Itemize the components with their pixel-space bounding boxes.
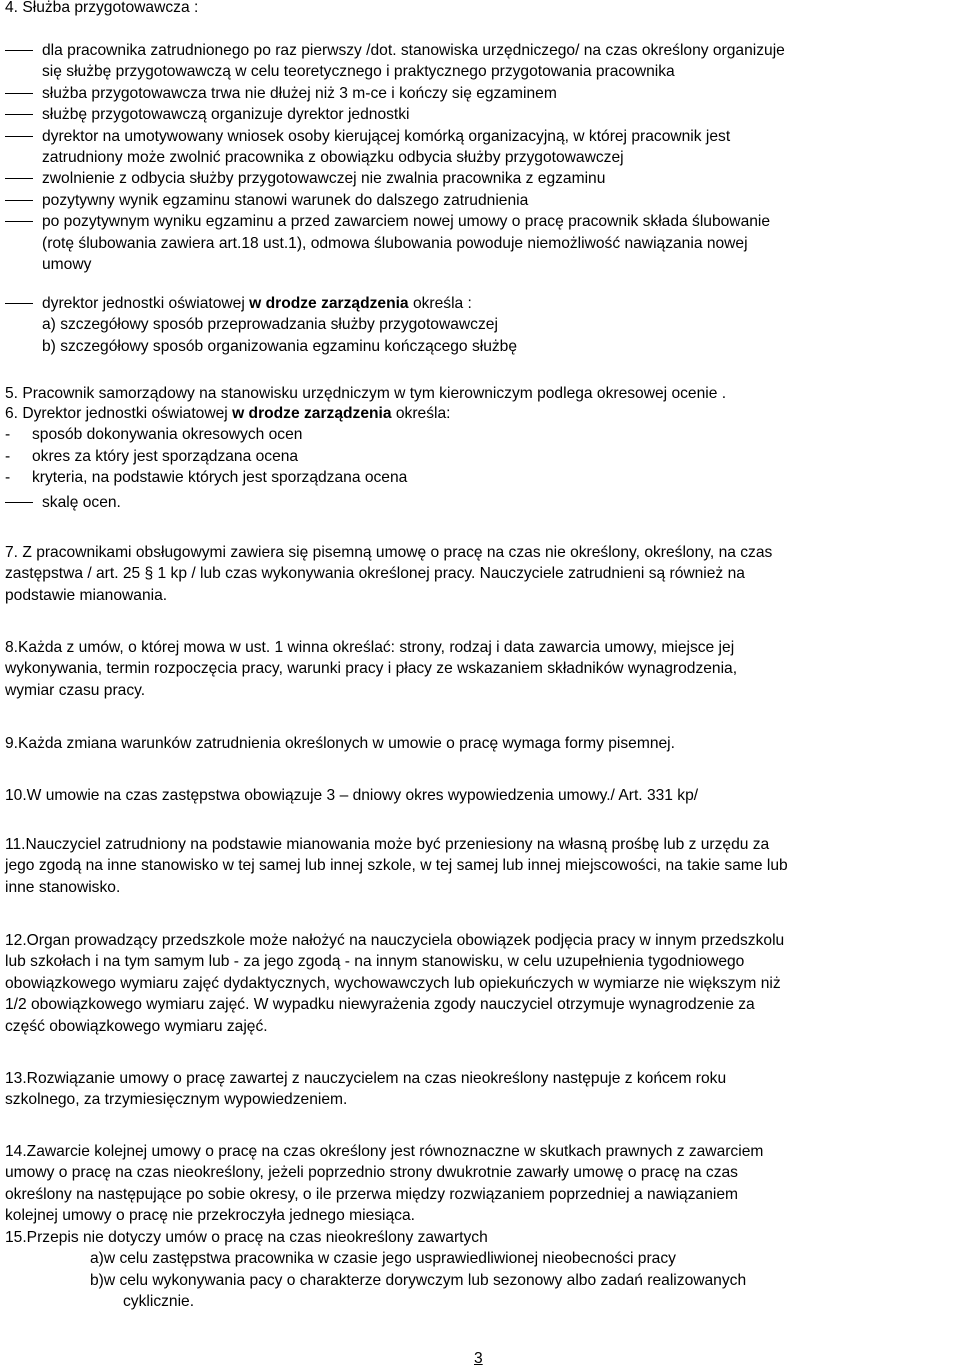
dash-bullet-icon	[5, 492, 33, 513]
dash-item-scale: skalę ocen.	[5, 492, 952, 513]
bullet-line: służbę przygotowawczą organizuje dyrektor jednostki	[42, 106, 410, 124]
bullet-line: (rotę ślubowania zawiera art.18 ust.1), odmowa ślubowania powoduje niemożliwość nawiązania nowej	[42, 234, 748, 252]
page-number: 3	[474, 1350, 483, 1367]
paragraph-line: obowiązkowego wymiaru zajęć dydaktycznych, wychowawczych lub opiekuńczych w wymiarze nie większym niż	[5, 974, 781, 992]
paragraph-6	[5, 403, 952, 513]
paragraph-line: 12.Organ prowadzący przedszkole może nałożyć na nauczyciela obowiązek podjęcia pracy w innym przedszkolu	[5, 932, 785, 949]
paragraph-15: 15.Przepis nie dotyczy umów o pracę na czas nieokreślony zawartych a)w celu zastępstwa pracownika w czasie jego usprawiedliwionej nieobecności pracy b)w celu wykonywania pacy o charakterze dorywczym lub sezonowy albo zadań realizowanych cyklicznie.	[5, 1227, 952, 1313]
hyphen-item: - okres za który jest sporządzana ocena	[5, 447, 299, 465]
bullet-line: dyrektor jednostki oświatowej w drodze zarządzenia określa :	[42, 295, 472, 312]
paragraph-line: umowy o pracę na czas nieokreślony, jeżeli poprzednio strony dwukrotnie zawarły umowę o pracę na czas	[5, 1164, 738, 1182]
paragraph-line: 8.Każda z umów, o której mowa w ust. 1 winna określać: strony, rodzaj i data zawarcia umowy, miejsce jej	[5, 639, 735, 656]
bullet-item	[5, 40, 952, 83]
paragraph-11	[5, 834, 952, 898]
hyphen-item: - kryteria, na podstawie których jest sporządzana ocena	[5, 469, 408, 487]
bullet-line: służba przygotowawcza trwa nie dłużej niż 3 m-ce i kończy się egzaminem	[42, 84, 557, 102]
paragraph-line: inne stanowisko.	[5, 878, 121, 896]
bullet-item-director	[5, 293, 952, 357]
paragraph-line: 11.Nauczyciel zatrudniony na podstawie mianowania może być przeniesiony na własną prośbę lub z urzędu za	[5, 836, 770, 853]
bullet-item	[5, 168, 952, 189]
paragraph-12	[5, 930, 952, 1037]
item-b: b)w celu wykonywania pacy o charakterze dorywczym lub sezonowy albo zadań realizowanych	[90, 1271, 747, 1289]
paragraph-6-head: 6. Dyrektor jednostki oświatowej w drodze zarządzenia określa:	[5, 405, 451, 422]
dash-bullet-icon	[5, 104, 33, 125]
section-heading-text: 4. Służba przygotowawcza :	[5, 0, 199, 16]
paragraph-line: wymiar czasu pracy.	[5, 681, 146, 699]
service-bullet-list	[5, 40, 952, 275]
paragraph-line: część obowiązkowego wymiaru zajęć.	[5, 1017, 268, 1035]
paragraph-line: kolejnej umowy o pracę nie przekroczyła jednego miesiąca.	[5, 1207, 415, 1225]
bullet-item	[5, 190, 952, 211]
bullet-line: dla pracownika zatrudnionego po raz pierwszy /dot. stanowiska urzędniczego/ na czas określony organizuje	[42, 42, 785, 59]
bullet-line: dyrektor na umotywowany wniosek osoby kierującej komórką organizacyjną, w której pracownik jest	[42, 127, 731, 145]
paragraph-7	[5, 542, 952, 606]
paragraph-line: określony na następujące po sobie okresy, o ile przerwa między rozwiązaniem poprzedniej a nawiązaniem	[5, 1185, 738, 1203]
bullet-line: zwolnienie z odbycia służby przygotowawczej nie zwalnia pracownika z egzaminu	[42, 170, 606, 188]
paragraph-8	[5, 637, 952, 701]
paragraph-9: 9.Każda zmiana warunków zatrudnienia określonych w umowie o pracę wymaga formy pisemnej.	[5, 735, 675, 752]
dash-bullet-icon	[5, 126, 33, 147]
paragraph-10: 10.W umowie na czas zastępstwa obowiązuje 3 – dniowy okres wypowiedzenia umowy./ Art. 331 kp/	[5, 787, 699, 804]
paragraph-line: zastępstwa / art. 25 § 1 kp / lub czas wykonywania określonej pracy. Nauczyciele zatrudnieni są również na	[5, 565, 745, 583]
dash-bullet-icon	[5, 190, 33, 211]
bullet-line: umowy	[42, 256, 92, 274]
paragraph-line: podstawie mianowania.	[5, 586, 168, 604]
paragraph-line: 14.Zawarcie kolejnej umowy o pracę na czas określony jest równoznaczne w skutkach prawnych z zawarciem	[5, 1143, 764, 1160]
section-heading	[5, 0, 952, 18]
paragraph-line: 13.Rozwiązanie umowy o pracę zawartej z nauczycielem na czas nieokreślony następuje z końcem roku	[5, 1070, 727, 1087]
dash-bullet-icon	[5, 211, 33, 232]
item-a: a)w celu zastępstwa pracownika w czasie jego usprawiedliwionej nieobecności pracy	[90, 1250, 676, 1268]
dash-bullet-icon	[5, 293, 33, 314]
bullet-line: po pozytywnym wyniku egzaminu a przed zawarciem nowej umowy o pracę pracownik składa ślubowanie	[42, 213, 771, 231]
bullet-item	[5, 104, 952, 125]
paragraph-14	[5, 1141, 952, 1227]
dash-bullet-icon	[5, 83, 33, 104]
paragraph-line: szkolnego, za trzymiesięcznym wypowiedzeniem.	[5, 1091, 348, 1109]
bullet-line: się służbę przygotowawczą w celu teoretycznego i praktycznego przygotowania pracownika	[42, 63, 675, 81]
sub-item-b: b) szczegółowy sposób organizowania egzaminu kończącego służbę	[42, 337, 518, 355]
bullet-item	[5, 126, 952, 169]
bullet-item	[5, 83, 952, 104]
paragraph-line: wykonywania, termin rozpoczęcia pracy, warunki pracy i płacy ze wskazaniem składników wynagrodzenia,	[5, 660, 738, 678]
paragraph-line: 1/2 obowiązkowego wymiaru zajęć. W wypadku niewyrażenia zgody nauczyciel otrzymuje wynagrodzenie za	[5, 996, 755, 1014]
paragraph-line: 7. Z pracownikami obsługowymi zawiera się pisemną umowę o pracę na czas nie określony, określony, na czas	[5, 544, 773, 561]
item-b-cont: cyklicznie.	[123, 1293, 195, 1311]
bullet-line: pozytywny wynik egzaminu stanowi warunek do dalszego zatrudnienia	[42, 191, 529, 209]
paragraph-5: 5. Pracownik samorządowy na stanowisku urzędniczym w tym kierowniczym podlega okresowej ocenie .	[5, 385, 727, 402]
dash-bullet-icon	[5, 40, 33, 61]
bullet-line: zatrudniony może zwolnić pracownika z obowiązku odbycia służby przygotowawczej	[42, 149, 624, 167]
paragraph-line: jego zgodą na inne stanowisko w tej samej lub innej szkole, w tej samej lub innej miejscowości, na takie same lub	[5, 857, 788, 875]
sub-item-a: a) szczegółowy sposób przeprowadzania służby przygotowawczej	[42, 316, 498, 334]
bullet-item	[5, 211, 952, 275]
paragraph-13	[5, 1068, 952, 1111]
dash-bullet-icon	[5, 168, 33, 189]
paragraph-line: lub szkołach i na tym samym lub - za jego zgodą - na innym stanowisku, w celu uzupełnienia tygodniowego	[5, 953, 745, 971]
hyphen-item: - sposób dokonywania okresowych ocen	[5, 426, 303, 444]
hyphen-list	[5, 424, 952, 488]
